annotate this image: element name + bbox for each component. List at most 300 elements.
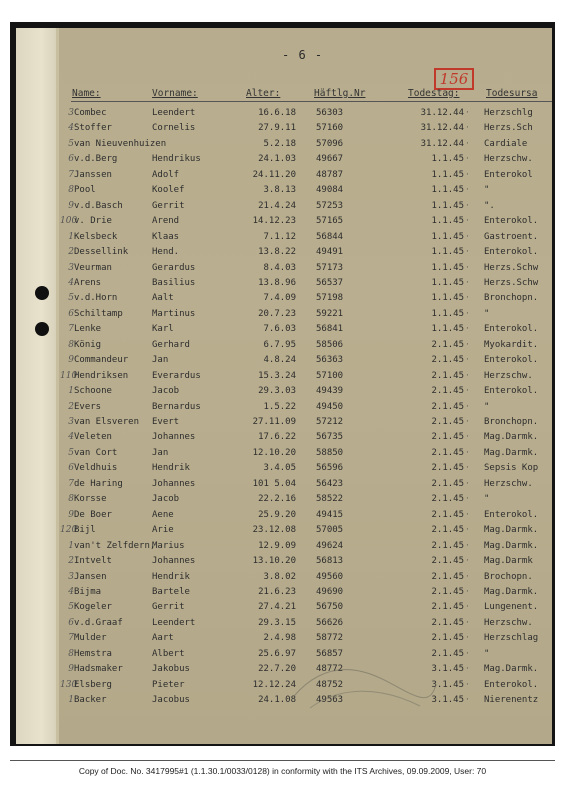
death-date: 2.1.45 (431, 617, 464, 628)
table-row (16, 402, 552, 417)
birth-date: 22.7.20 (258, 664, 296, 675)
death-date: 2.1.45 (431, 339, 464, 350)
birth-date: 3.8.13 (263, 185, 296, 196)
cause-of-death: Gastroent. (484, 231, 539, 242)
prisoner-number: 49563 (316, 695, 344, 706)
check-mark-icon: · (466, 308, 469, 319)
first-name: Gerrit (152, 200, 185, 211)
footer-rule (10, 760, 555, 761)
cause-of-death: " (484, 401, 490, 412)
cause-of-death: Herzs.Schw (484, 262, 539, 273)
prisoner-number: 57253 (316, 200, 344, 211)
prisoner-number: 57005 (316, 525, 344, 536)
cause-of-death: Enterokol. (484, 355, 539, 366)
birth-date: 22.2.16 (258, 494, 296, 505)
table-row (16, 201, 552, 216)
header-alter: Alter: (246, 88, 281, 99)
surname: de Haring (74, 478, 123, 489)
surname: De Boer (74, 509, 112, 520)
row-number: 7 (68, 478, 74, 489)
check-mark-icon: · (466, 355, 469, 366)
prisoner-number: 59221 (316, 308, 344, 319)
birth-date: 7.6.03 (263, 324, 296, 335)
surname: Pool (74, 185, 96, 196)
table-row (16, 633, 552, 648)
prisoner-number: 49450 (316, 401, 344, 412)
table-row (16, 618, 552, 633)
surname: Kelsbeck (74, 231, 118, 242)
surname: Intvelt (74, 556, 112, 567)
row-number: 8 (68, 648, 74, 659)
row-number: 7 (68, 169, 74, 180)
surname: Korsse (74, 494, 107, 505)
surname: Combec (74, 108, 107, 118)
row-number: 1 (68, 386, 74, 397)
table-row (16, 695, 552, 710)
prisoner-number: 57173 (316, 262, 344, 273)
birth-date: 24.1.03 (258, 154, 296, 165)
cause-of-death: Mag.Darmk. (484, 525, 539, 536)
prisoner-number: 57100 (316, 370, 344, 381)
page-number: - 6 - (282, 48, 324, 62)
prisoner-number: 56735 (316, 432, 344, 443)
check-mark-icon: · (466, 633, 469, 644)
death-date: 1.1.45 (431, 200, 464, 211)
check-mark-icon: · (466, 200, 469, 211)
death-date: 2.1.45 (431, 509, 464, 520)
check-mark-icon: · (466, 293, 469, 304)
cause-of-death: Nierenentz (484, 695, 539, 706)
check-mark-icon: · (466, 556, 469, 567)
death-date: 1.1.45 (431, 169, 464, 180)
prisoner-number: 57160 (316, 123, 344, 134)
check-mark-icon: · (466, 602, 469, 613)
surname: Stoffer (74, 123, 112, 134)
check-mark-icon: · (466, 586, 469, 597)
row-number: 8 (68, 339, 74, 350)
check-mark-icon: · (466, 478, 469, 489)
row-number: 110 (60, 370, 78, 381)
check-mark-icon: · (466, 509, 469, 520)
death-date: 1.1.45 (431, 185, 464, 196)
row-number: 2 (68, 247, 74, 258)
death-date: 2.1.45 (431, 447, 464, 458)
prisoner-number: 58772 (316, 633, 344, 644)
birth-date: 3.4.05 (263, 463, 296, 474)
prisoner-number: 57165 (316, 216, 344, 227)
surname: Bijma (74, 586, 102, 597)
surname: v.d.Horn (74, 293, 118, 304)
prisoner-number: 56857 (316, 648, 344, 659)
row-number: 9 (68, 355, 74, 366)
header-todestag: Todestag: (408, 88, 460, 99)
cause-of-death: Lungenent. (484, 602, 539, 613)
birth-date: 27.9.11 (258, 123, 296, 134)
death-date: 2.1.45 (431, 571, 464, 582)
death-date: 2.1.45 (431, 602, 464, 613)
first-name: Aalt (152, 293, 174, 304)
first-name: Klaas (152, 231, 180, 242)
birth-date: 16.6.18 (258, 108, 296, 118)
check-mark-icon: · (466, 571, 469, 582)
birth-date: 14.12.23 (252, 216, 296, 227)
check-mark-icon: · (466, 386, 469, 397)
birth-date: 29.3.15 (258, 617, 296, 628)
table-row (16, 386, 552, 401)
table-row (16, 293, 552, 308)
birth-date: 13.8.96 (258, 277, 296, 288)
row-number: 3 (68, 262, 74, 273)
surname: Evers (74, 401, 102, 412)
table-row (16, 232, 552, 247)
birth-date: 15.3.24 (258, 370, 296, 381)
table-row (16, 170, 552, 185)
surname: Hadsmaker (74, 664, 123, 675)
row-number: 9 (68, 664, 74, 675)
check-mark-icon: · (466, 617, 469, 628)
row-number: 9 (68, 509, 74, 520)
death-date: 1.1.45 (431, 247, 464, 258)
birth-date: 7.1.12 (263, 231, 296, 242)
check-mark-icon: · (466, 447, 469, 458)
death-date: 31.12.44 (420, 108, 464, 118)
birth-date: 8.4.03 (263, 262, 296, 273)
first-name: Karl (152, 324, 174, 335)
death-date: 1.1.45 (431, 324, 464, 335)
surname: Arens (74, 277, 102, 288)
birth-date: 12.10.20 (252, 447, 296, 458)
first-name: Everardus (152, 370, 201, 381)
death-date: 2.1.45 (431, 370, 464, 381)
table-row (16, 572, 552, 587)
check-mark-icon: · (466, 525, 469, 536)
cause-of-death: Mag.Darmk. (484, 432, 539, 443)
birth-date: 7.4.09 (263, 293, 296, 304)
check-mark-icon: · (466, 695, 469, 706)
prisoner-number: 57212 (316, 417, 344, 427)
prisoner-number: 57096 (316, 138, 344, 149)
row-number: 4 (68, 123, 74, 134)
check-mark-icon: · (466, 664, 469, 675)
surname: Backer (74, 695, 107, 706)
row-number: 120 (60, 525, 78, 536)
death-date: 1.1.45 (431, 262, 464, 273)
row-number: 5 (68, 293, 74, 304)
row-number: 5 (68, 602, 74, 613)
table-row (16, 185, 552, 200)
prisoner-number: 49084 (316, 185, 344, 196)
check-mark-icon: · (466, 463, 469, 474)
row-number: 100 (60, 216, 78, 227)
first-name: Marius (152, 540, 185, 551)
prisoner-number: 58850 (316, 447, 344, 458)
check-mark-icon: · (466, 432, 469, 443)
first-name: Gerhard (152, 339, 190, 350)
row-number: 2 (68, 556, 74, 567)
cause-of-death: Bronchopn. (484, 417, 539, 427)
check-mark-icon: · (466, 494, 469, 505)
cause-of-death: Enterokol (484, 169, 533, 180)
death-date: 2.1.45 (431, 556, 464, 567)
first-name: Leendert (152, 617, 196, 628)
cause-of-death: Sepsis Kop (484, 463, 539, 474)
cause-of-death: Mag.Darmk. (484, 447, 539, 458)
prisoner-number: 56841 (316, 324, 344, 335)
death-date: 1.1.45 (431, 231, 464, 242)
birth-date: 21.4.24 (258, 200, 296, 211)
first-name: Johannes (152, 478, 196, 489)
table-row (16, 340, 552, 355)
header-rule (71, 101, 552, 102)
surname: v. Drie (74, 216, 112, 227)
surname: Kogeler (74, 602, 112, 613)
death-date: 2.1.45 (431, 432, 464, 443)
check-mark-icon: · (466, 262, 469, 273)
row-number: 7 (68, 633, 74, 644)
row-number: 1 (68, 540, 74, 551)
first-name: Arie (152, 525, 174, 536)
birth-date: 3.8.02 (263, 571, 296, 582)
table-row (16, 556, 552, 571)
first-name: Hend. (152, 247, 180, 258)
cause-of-death: " (484, 185, 490, 196)
table-row (16, 278, 552, 293)
birth-date: 17.6.22 (258, 432, 296, 443)
first-name: Jacob (152, 386, 180, 397)
death-date: 2.1.45 (431, 355, 464, 366)
check-mark-icon: · (466, 185, 469, 196)
first-name: Aene (152, 509, 174, 520)
death-date: 31.12.44 (420, 123, 464, 134)
first-name: Bernardus (152, 401, 201, 412)
surname: Mulder (74, 633, 107, 644)
cause-of-death: " (484, 648, 490, 659)
surname: v.d.Graaf (74, 617, 123, 628)
table-row (16, 463, 552, 478)
death-date: 31.12.44 (420, 138, 464, 149)
cause-of-death: Herzschlag (484, 633, 539, 644)
death-date: 2.1.45 (431, 648, 464, 659)
row-number: 1 (68, 231, 74, 242)
prisoner-number: 56363 (316, 355, 344, 366)
surname: Schiltamp (74, 308, 123, 319)
check-mark-icon: · (466, 108, 469, 118)
prisoner-number: 56750 (316, 602, 344, 613)
birth-date: 13.8.22 (258, 247, 296, 258)
check-mark-icon: · (466, 648, 469, 659)
table-row (16, 664, 552, 679)
check-mark-icon: · (466, 169, 469, 180)
death-date: 1.1.45 (431, 277, 464, 288)
header-vorname: Vorname: (152, 88, 198, 99)
surname: Jansen (74, 571, 107, 582)
prisoner-number: 56844 (316, 231, 344, 242)
prisoner-number: 49667 (316, 154, 344, 165)
first-name: Jacob (152, 494, 180, 505)
death-date: 2.1.45 (431, 540, 464, 551)
death-date: 2.1.45 (431, 417, 464, 427)
prisoner-number: 48772 (316, 664, 344, 675)
first-name: Pieter (152, 679, 185, 690)
death-date: 2.1.45 (431, 633, 464, 644)
death-date: 1.1.45 (431, 154, 464, 165)
surname: Lenke (74, 324, 102, 335)
header-name: Name: (72, 88, 101, 99)
table-row (16, 432, 552, 447)
first-name: Adolf (152, 169, 180, 180)
row-number: 2 (68, 401, 74, 412)
birth-date: 5.2.18 (263, 138, 296, 149)
surname: Commandeur (74, 355, 129, 366)
cause-of-death: Cardiale (484, 138, 528, 149)
surname: van Elsveren (74, 417, 140, 427)
birth-date: 101 5.04 (252, 478, 296, 489)
birth-date: 24.1.08 (258, 695, 296, 706)
cause-of-death: Enterokol. (484, 679, 539, 690)
birth-date: 29.3.03 (258, 386, 296, 397)
surname: Hemstra (74, 648, 112, 659)
row-number: 4 (68, 277, 74, 288)
prisoner-number: 49439 (316, 386, 344, 397)
first-name: Jacobus (152, 695, 190, 706)
surname: Janssen (74, 169, 112, 180)
surname: Veldhuis (74, 463, 118, 474)
row-number: 7 (68, 324, 74, 335)
table-row (16, 649, 552, 664)
header-todesursache: Todesursa (486, 88, 538, 99)
cause-of-death: Herzschw. (484, 370, 533, 381)
first-name: Aart (152, 633, 174, 644)
cause-of-death: Brochopn. (484, 571, 533, 582)
surname: van Nieuvenhuizen (74, 138, 167, 149)
surname: v.d.Berg (74, 154, 118, 165)
birth-date: 6.7.95 (263, 339, 296, 350)
cause-of-death: Enterokol. (484, 247, 539, 258)
check-mark-icon: · (466, 540, 469, 551)
table-row (16, 139, 552, 154)
first-name: Hendrik (152, 571, 190, 582)
row-number: 8 (68, 185, 74, 196)
table-row (16, 541, 552, 556)
row-number: 6 (68, 154, 74, 165)
table-row (16, 247, 552, 262)
table-row (16, 216, 552, 231)
table-row (16, 525, 552, 540)
birth-date: 21.6.23 (258, 586, 296, 597)
first-name: Basilius (152, 277, 196, 288)
prisoner-number: 49415 (316, 509, 344, 520)
first-name: Evert (152, 417, 180, 427)
first-name: Jan (152, 355, 169, 366)
cause-of-death: Herzschw. (484, 617, 533, 628)
first-name: Leendert (152, 108, 196, 118)
birth-date: 23.12.08 (252, 525, 296, 536)
row-number: 3 (68, 417, 74, 427)
death-date: 1.1.45 (431, 308, 464, 319)
table-row (16, 680, 552, 695)
check-mark-icon: · (466, 370, 469, 381)
death-date: 2.1.45 (431, 401, 464, 412)
cause-of-death: Myokardit. (484, 339, 539, 350)
first-name: Albert (152, 648, 185, 659)
prisoner-number: 49690 (316, 586, 344, 597)
death-date: 3.1.45 (431, 664, 464, 675)
row-number: 1 (68, 695, 74, 706)
birth-date: 27.4.21 (258, 602, 296, 613)
first-name: Martinus (152, 308, 196, 319)
birth-date: 12.12.24 (252, 679, 296, 690)
first-name: Gerardus (152, 262, 196, 273)
surname: Veleten (74, 432, 112, 443)
table-row (16, 510, 552, 525)
prisoner-number: 56626 (316, 617, 344, 628)
cause-of-death: " (484, 494, 490, 505)
cause-of-death: Herzschw. (484, 154, 533, 165)
death-date: 3.1.45 (431, 695, 464, 706)
birth-date: 20.7.23 (258, 308, 296, 319)
birth-date: 13.10.20 (252, 556, 296, 567)
header-haeftling-nr: Häftlg.Nr (314, 88, 366, 99)
surname: Bijl (74, 525, 96, 536)
prisoner-number: 57198 (316, 293, 344, 304)
row-number: 9 (68, 200, 74, 211)
row-number: 6 (68, 617, 74, 628)
prisoner-number: 56596 (316, 463, 344, 474)
red-stamp: 156 (434, 68, 474, 90)
death-date: 2.1.45 (431, 463, 464, 474)
first-name: Bartele (152, 586, 190, 597)
cause-of-death: Enterokol. (484, 386, 539, 397)
prisoner-number: 56813 (316, 556, 344, 567)
death-date: 1.1.45 (431, 293, 464, 304)
table-row (16, 123, 552, 138)
death-date: 2.1.45 (431, 586, 464, 597)
row-number: 8 (68, 494, 74, 505)
first-name: Johannes (152, 556, 196, 567)
first-name: Hendrikus (152, 154, 201, 165)
cause-of-death: Enterokol. (484, 324, 539, 335)
table-row (16, 371, 552, 386)
death-date: 2.1.45 (431, 494, 464, 505)
row-number: 6 (68, 308, 74, 319)
cause-of-death: ". (484, 200, 495, 211)
surname: van Cort (74, 447, 118, 458)
first-name: Jan (152, 447, 169, 458)
cause-of-death: " (484, 308, 490, 319)
first-name: Cornelis (152, 123, 196, 134)
row-number: 5 (68, 138, 74, 149)
birth-date: 1.5.22 (263, 401, 296, 412)
check-mark-icon: · (466, 679, 469, 690)
first-name: Johannes (152, 432, 196, 443)
table-row (16, 417, 552, 432)
first-name: Koolef (152, 185, 185, 196)
table-row (16, 355, 552, 370)
table-row (16, 309, 552, 324)
check-mark-icon: · (466, 123, 469, 134)
check-mark-icon: · (466, 216, 469, 227)
prisoner-number: 48752 (316, 679, 344, 690)
first-name: Gerrit (152, 602, 185, 613)
check-mark-icon: · (466, 401, 469, 412)
check-mark-icon: · (466, 324, 469, 335)
cause-of-death: Bronchopn. (484, 293, 539, 304)
cause-of-death: Enterokol. (484, 509, 539, 520)
surname: König (74, 339, 102, 350)
prisoner-number: 56303 (316, 108, 344, 118)
cause-of-death: Mag.Darmk. (484, 664, 539, 675)
table-row (16, 602, 552, 617)
